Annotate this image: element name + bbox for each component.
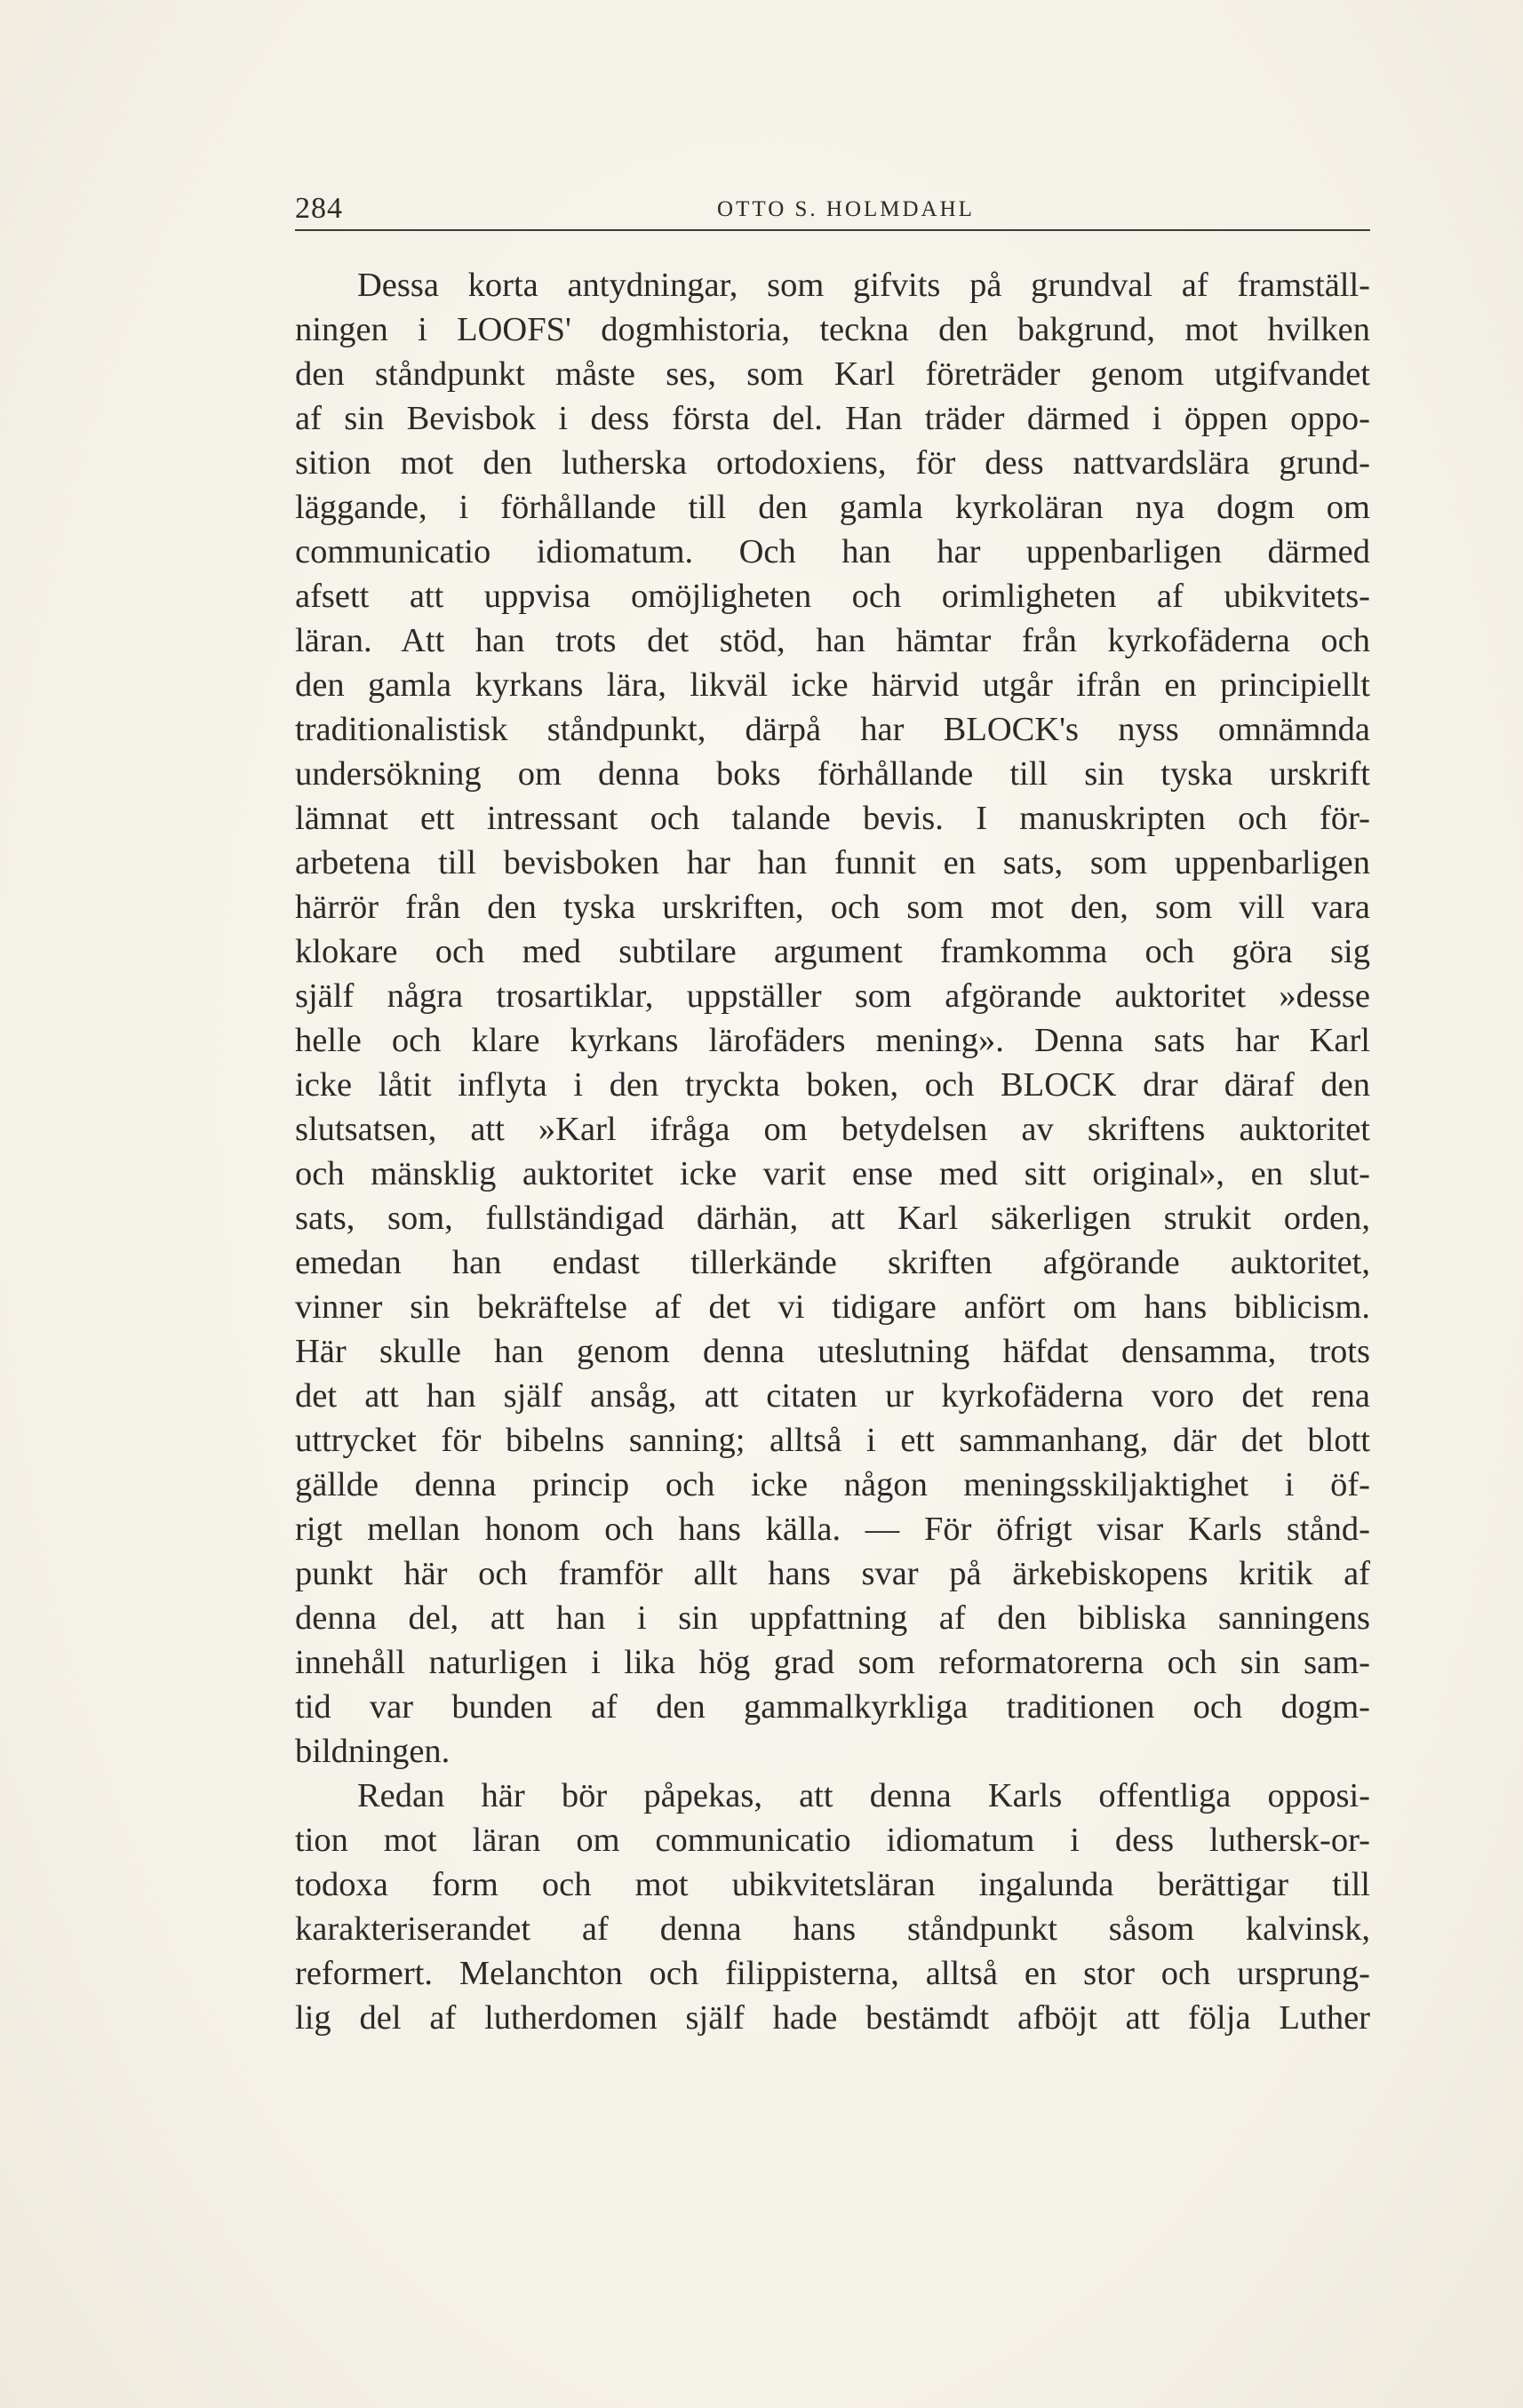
text-line: emedan han endast tillerkände skriften afgörande auktoritet, — [295, 1244, 1370, 1281]
text-line: icke låtit inflyta i den tryckta boken, och BLOCK drar däraf den — [295, 1066, 1370, 1104]
text-line: traditionalistisk ståndpunkt, därpå har BLOCK's nyss omnämnda — [295, 711, 1370, 748]
text-line: läran. Att han trots det stöd, han hämtar från kyrkofäderna och — [295, 622, 1370, 659]
text-line: läggande, i förhållande till den gamla kyrkoläran nya dogm om — [295, 489, 1370, 526]
text-line: den gamla kyrkans lära, likväl icke härvid utgår ifrån en principiellt — [295, 666, 1370, 704]
text-line: gällde denna princip och icke någon meningsskiljaktighet i öf- — [295, 1466, 1370, 1503]
text-line: todoxa form och mot ubikvitetsläran ingalunda berättigar till — [295, 1866, 1370, 1903]
text-line: härrör från den tyska urskriften, och som mot den, som vill vara — [295, 889, 1370, 926]
text-line: af sin Bevisbok i dess första del. Han träder därmed i öppen oppo- — [295, 400, 1370, 437]
text-line: bildningen. — [295, 1733, 451, 1770]
text-line: sition mot den lutherska ortodoxiens, för dess nattvardslära grund- — [295, 444, 1370, 482]
text-line: innehåll naturligen i lika hög grad som reformatorerna och sin sam- — [295, 1644, 1370, 1681]
text-line: Här skulle han genom denna uteslutning häfdat densamma, trots — [295, 1333, 1370, 1370]
text-line: communicatio idiomatum. Och han har uppenbarligen därmed — [295, 533, 1370, 570]
text-line: afsett att uppvisa omöjligheten och orimligheten af ubikvitets- — [295, 578, 1370, 615]
text-line: reformert. Melanchton och filippisterna, alltså en stor och ursprung- — [295, 1955, 1370, 1992]
text-line: lämnat ett intressant och talande bevis. I manuskripten och för- — [295, 800, 1370, 837]
text-line: slutsatsen, att »Karl ifråga om betydelsen av skriftens auktoritet — [295, 1111, 1370, 1148]
text-line: Redan här bör påpekas, att denna Karls offentliga opposi- — [357, 1777, 1370, 1814]
text-line: arbetena till bevisboken har han funnit en sats, som uppenbarligen — [295, 844, 1370, 881]
text-line: ningen i LOOFS' dogmhistoria, teckna den bakgrund, mot hvilken — [295, 311, 1370, 348]
text-line: punkt här och framför allt hans svar på ärkebiskopens kritik af — [295, 1555, 1370, 1592]
page-number: 284 — [295, 192, 343, 225]
text-line: den ståndpunkt måste ses, som Karl företräder genom utgifvandet — [295, 355, 1370, 393]
text-line: tid var bunden af den gammalkyrkliga traditionen och dogm- — [295, 1688, 1370, 1726]
text-line: och mänsklig auktoritet icke varit ense med sitt original», en slut- — [295, 1155, 1370, 1192]
text-line: det att han själf ansåg, att citaten ur kyrkofäderna voro det rena — [295, 1377, 1370, 1415]
text-line: helle och klare kyrkans lärofäders mening». Denna sats har Karl — [295, 1022, 1370, 1059]
text-line: uttrycket för bibelns sanning; alltså i ett sammanhang, där det blott — [295, 1422, 1370, 1459]
running-title: OTTO S. HOLMDAHL — [717, 197, 975, 221]
text-line: vinner sin bekräftelse af det vi tidigare anfört om hans biblicism. — [295, 1288, 1370, 1326]
text-line: rigt mellan honom och hans källa. — För öfrigt visar Karls stånd- — [295, 1511, 1370, 1548]
text-line: tion mot läran om communicatio idiomatum i dess luthersk-or- — [295, 1822, 1370, 1859]
text-line: sats, som, fullständigad därhän, att Karl säkerligen strukit orden, — [295, 1200, 1370, 1237]
running-header — [295, 188, 1370, 231]
text-line: klokare och med subtilare argument framkomma och göra sig — [295, 933, 1370, 970]
text-line: karakteriserandet af denna hans ståndpunkt såsom kalvinsk, — [295, 1910, 1370, 1948]
body-text — [295, 263, 1370, 2040]
text-line: undersökning om denna boks förhållande till sin tyska urskrift — [295, 755, 1370, 793]
text-line: själf några trosartiklar, uppställer som afgörande auktoritet »desse — [295, 977, 1370, 1015]
text-line: Dessa korta antydningar, som gifvits på grundval af framställ- — [357, 267, 1370, 304]
text-line: lig del af lutherdomen själf hade bestämdt afböjt att följa Luther — [295, 1999, 1370, 2037]
text-line: denna del, att han i sin uppfattning af den bibliska sanningens — [295, 1599, 1370, 1637]
